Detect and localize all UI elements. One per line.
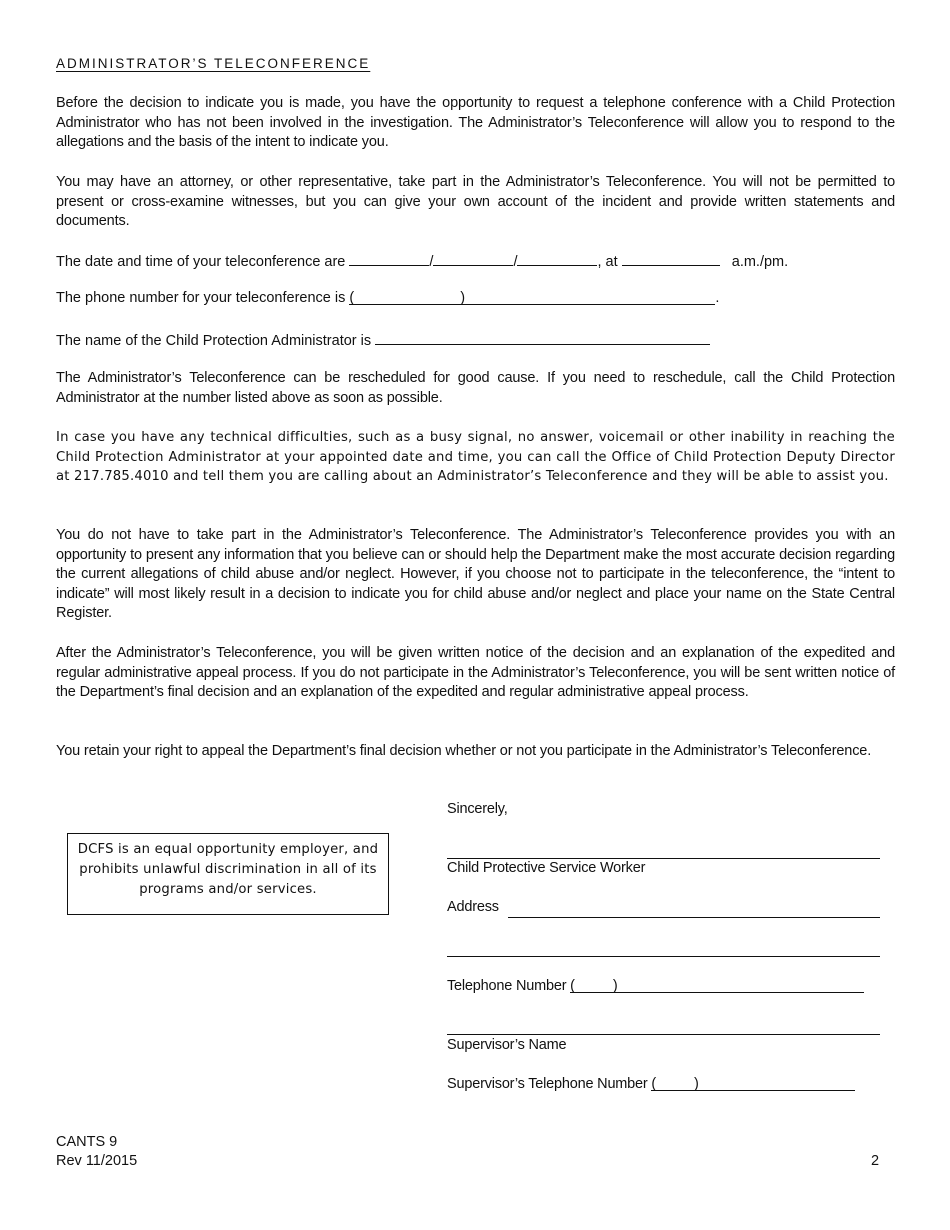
year-field[interactable]	[517, 251, 597, 266]
phone-paren-open: (	[349, 290, 355, 306]
address-field[interactable]	[508, 917, 880, 918]
phone-label: The phone number for your teleconference is	[56, 290, 346, 306]
address-label: Address	[447, 899, 499, 915]
address-field-line-2[interactable]	[447, 956, 880, 957]
telephone-field[interactable]	[570, 978, 864, 993]
paragraph-appeal: You retain your right to appeal the Department’s final decision whether or not you participate in the Administrator’s Teleconference.	[56, 743, 872, 759]
phone-field[interactable]	[349, 290, 715, 305]
telephone-paren-open: (	[570, 978, 575, 994]
page-number: 2	[871, 1153, 880, 1169]
administrator-line	[56, 330, 710, 349]
supervisor-telephone-field[interactable]	[651, 1076, 855, 1091]
day-field[interactable]	[433, 251, 513, 266]
telephone-label: Telephone Number	[447, 978, 567, 994]
phone-line	[56, 290, 719, 306]
time-field[interactable]	[622, 251, 720, 266]
supervisor-label: Supervisor’s Name	[447, 1037, 567, 1053]
phone-paren-close: )	[460, 290, 466, 306]
form-revision: Rev 11/2015	[56, 1153, 138, 1169]
supervisor-paren-close: )	[694, 1076, 699, 1092]
paragraph-technical: In case you have any technical difficulties, such as a busy signal, no answer, voicemail or other inability in reaching the Child Protection Administrator at your appointed date and time, you can call the Office of Child Protection Deputy Director at 217.785.4010 and tell them you are calling about an Administrator’s Teleconference and they will be able to assist you.	[56, 430, 895, 485]
date-separator: /	[429, 254, 434, 270]
month-field[interactable]	[349, 251, 429, 266]
datetime-label: The date and time of your teleconference are	[56, 254, 346, 270]
supervisor-telephone-label: Supervisor’s Telephone Number	[447, 1076, 648, 1092]
paragraph-notice: After the Administrator’s Teleconference, you will be given written notice of the decision and an explanation of the expedited and regular administrative appeal process. If you do not participate in the Administrator’s Teleconference, you will be sent written notice of the Department’s final decision and an explanation of the expedited and regular administrative appeal process.	[56, 645, 895, 701]
time-separator: , at	[597, 254, 618, 270]
page-heading: ADMINISTRATOR’S TELECONFERENCE	[56, 56, 371, 71]
paragraph-participation: You do not have to take part in the Administrator’s Teleconference. The Administrator’s Teleconference provides you with an opportunity to present any information that you believe can or should help the Department make the most accurate decision regarding the current allegations of child abuse and/or neglect. However, if you choose not to participate in the teleconference, the “intent to indicate” will most likely result in a decision to indicate you for child abuse and/or neglect and place your name on the State Central Register.	[56, 527, 895, 622]
phone-end: .	[715, 290, 720, 306]
paragraph-reschedule: The Administrator’s Teleconference can be rescheduled for good cause. If you need to reschedule, call the Child Protection Administrator at the number listed above as soon as possible.	[56, 370, 895, 406]
telephone-paren-close: )	[612, 978, 618, 994]
supervisor-telephone-line	[447, 1076, 855, 1092]
sincerely-label: Sincerely,	[447, 801, 508, 817]
supervisor-paren-open: (	[651, 1076, 657, 1092]
worker-label: Child Protective Service Worker	[447, 860, 646, 876]
administrator-label: The name of the Child Protection Administrator is	[56, 333, 372, 349]
supervisor-signature-line[interactable]	[447, 1034, 880, 1035]
paragraph-intro: Before the decision to indicate you is made, you have the opportunity to request a telephone conference with a Child Protection Administrator who has not been involved in the investigation. The Administrator’s Teleconference will allow you to respond to the allegations and the basis of the intent to indicate you.	[56, 95, 895, 151]
ampm-label: a.m./pm.	[731, 254, 789, 270]
worker-signature-line[interactable]	[447, 858, 880, 859]
telephone-line	[447, 978, 864, 994]
form-id: CANTS 9	[56, 1134, 118, 1150]
date-separator: /	[513, 254, 518, 270]
datetime-line	[56, 251, 788, 270]
paragraph-representative: You may have an attorney, or other representative, take part in the Administrator’s Teleconference. You will not be permitted to present or cross-examine witnesses, but you can give your own account of the incident and provide written statements and documents.	[56, 174, 895, 230]
equal-opportunity-notice: DCFS is an equal opportunity employer, and prohibits unlawful discrimination in all of its programs and/or services.	[67, 833, 389, 915]
administrator-name-field[interactable]	[375, 330, 710, 345]
